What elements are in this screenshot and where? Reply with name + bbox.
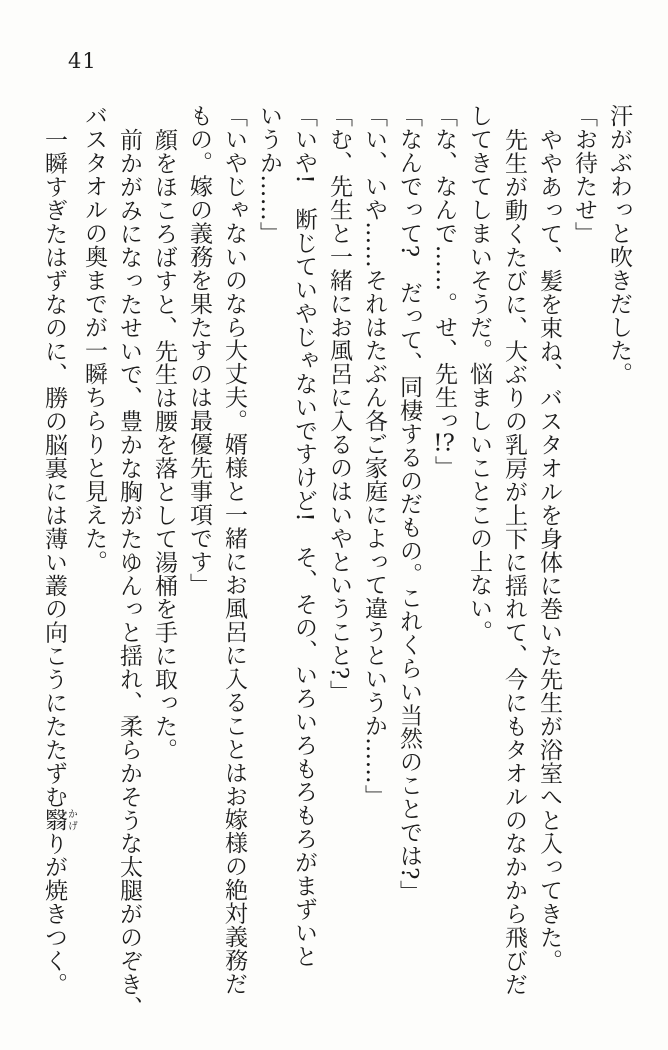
page-number: 41 xyxy=(68,49,97,73)
dialogue-line: 「いや! 断じていやじゃないですけど! そ、その、いろいろもろもろがまずいと xyxy=(291,104,317,968)
dialogue-line xyxy=(426,104,461,1000)
dialogue-line: 「いやじゃないのなら大丈夫。婿様と一緒にお風呂に入ることはお嫁様の絶対義務だ xyxy=(221,104,247,996)
ruby-annotation xyxy=(41,807,77,832)
text-line: バスタオルの奥までが一瞬ちらりと見えた。 xyxy=(81,104,107,573)
ruby-base: 翳 xyxy=(41,807,67,832)
tate-chu-yoko: !? xyxy=(433,432,455,456)
text-segment: 一瞬すぎたはずなのに、勝の脳裏には薄い叢の向こうにたたずむ xyxy=(41,127,67,808)
vertical-text-body xyxy=(36,104,636,1019)
text-line: ややあって、髪を束ね、バスタオルを身体に巻いた先生が浴室へと入ってきた。 xyxy=(536,127,562,972)
dialogue-line: 「お待たせ」 xyxy=(571,104,597,245)
ruby-furigana: かげ xyxy=(65,807,77,832)
text-line: 汗がぶわっと吹きだした。 xyxy=(606,104,632,386)
dialogue-line: 「なんでって? だって、同棲するのだもの。これくらい当然のことでは?」 xyxy=(396,104,422,904)
text-segment: りが焼きつく。 xyxy=(41,831,67,996)
dialogue-line: もの。嫁の義務を果たすのは最優先事項です」 xyxy=(186,104,212,597)
dialogue-line: いうか……」 xyxy=(256,104,282,245)
dialogue-line: 「い、いや……それはたぶん各ご家庭によって違うというか……」 xyxy=(361,104,387,808)
text-line: 先生が動くたびに、大ぶりの乳房が上下に揺れて、今にもタオルのなかから飛びだ xyxy=(501,127,527,996)
text-segment: 」 xyxy=(431,455,457,479)
text-line: してきてしまいそうだ。悩ましいことこの上ない。 xyxy=(466,104,492,644)
text-segment: 「な、なんで……。せ、先生っ xyxy=(431,104,457,433)
dialogue-line: 「む、先生と一緒にお風呂に入るのはいやということ?」 xyxy=(326,104,352,704)
text-line: 顔をほころばすと、先生は腰を落として湯桶を手に取った。 xyxy=(151,127,177,761)
text-line: 前かがみになったせいで、豊かな胸がたゆんっと揺れ、柔らかそうな太腿がのぞき、 xyxy=(116,127,142,1019)
text-line-with-ruby xyxy=(41,104,76,1000)
